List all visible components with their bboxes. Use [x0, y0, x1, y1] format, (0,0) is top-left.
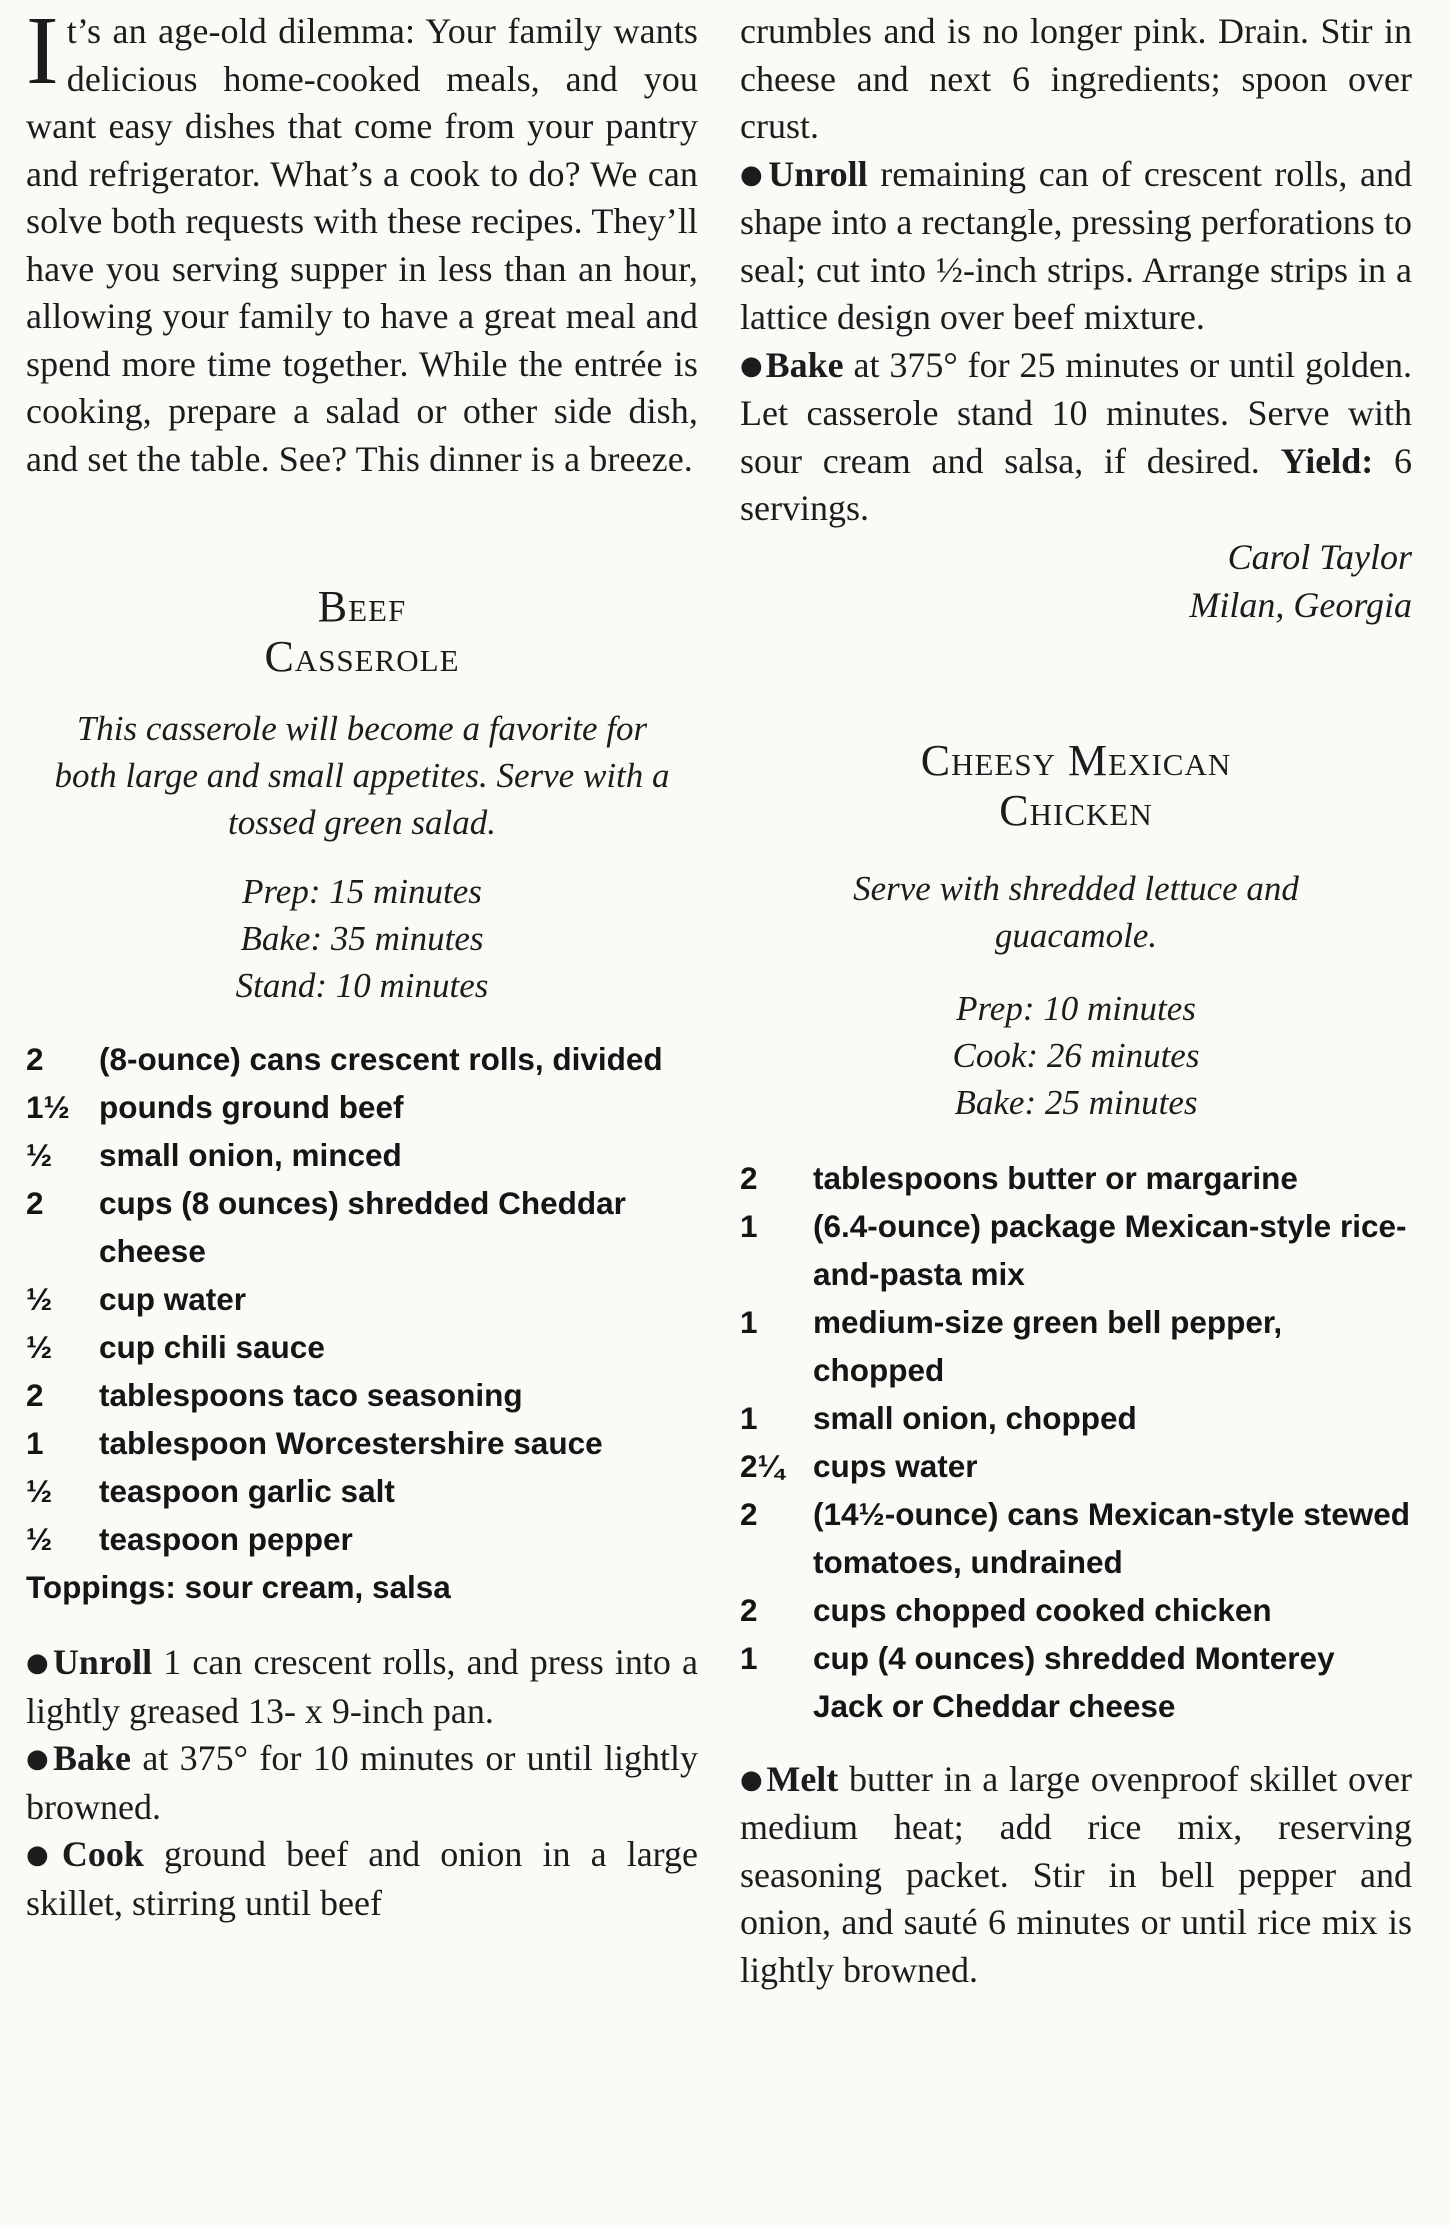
ingredient-quantity: 2 — [740, 1159, 758, 1196]
bullet-icon: ● — [26, 1648, 51, 1678]
ingredient-quantity: 2¼ — [740, 1447, 784, 1484]
ingredient-item — [26, 1179, 698, 1275]
cheesy-mexican-chicken-title: Cheesy Mexican Chicken — [920, 735, 1232, 835]
intro-text: t’s an age-old dilemma: Your family wants delicious home-cooked meals, and you want easy dishes that come from your pantry and refrigerator. What’s a cook to do? We can solve both requests with these recipes. They’ll have you serving supper in less than an hour, allowing your family to have a great meal and spend more time together. While the entrée is cooking, prepare a salad or other side dish, and set the table. See? This dinner is a breeze. — [26, 11, 698, 479]
step-verb: Bake — [53, 1738, 132, 1778]
ingredient-text: small onion, chopped — [813, 1399, 1137, 1436]
ingredient-text: small onion, minced — [99, 1137, 402, 1173]
ingredient-item — [26, 1323, 698, 1371]
chicken-prep-time: Prep: 10 minutes — [956, 988, 1196, 1028]
ingredient-text: tablespoons taco seasoning — [99, 1377, 523, 1413]
ingredient-item — [26, 1371, 698, 1419]
instruction-step — [26, 1639, 698, 1735]
ingredient-quantity: 2 — [26, 1377, 44, 1413]
ingredient-item — [26, 1467, 698, 1515]
right-column — [740, 0, 1412, 1994]
ingredient-text: teaspoon garlic salt — [99, 1473, 395, 1509]
ingredient-quantity: ½ — [26, 1137, 53, 1173]
ingredient-text: cup (4 ounces) shredded Monterey Jack or Cheddar cheese — [813, 1639, 1335, 1724]
ingredient-text: (14½-ounce) cans Mexican-style stewed tomatoes, undrained — [813, 1495, 1410, 1580]
beef-description: This casserole will become a favorite for both large and small appetites. Serve with a tossed green salad. — [54, 709, 670, 842]
beef-ingredient-list — [26, 1035, 698, 1563]
bullet-icon: ● — [26, 1840, 60, 1870]
step-verb: Bake — [765, 344, 844, 385]
ingredient-item — [740, 1634, 1412, 1730]
ingredient-text: tablespoons butter or margarine — [813, 1159, 1298, 1196]
ingredient-text: cups water — [813, 1447, 978, 1484]
ingredient-item — [26, 1131, 698, 1179]
ingredient-item — [740, 1154, 1412, 1202]
beef-steps — [26, 1639, 698, 1927]
ingredient-quantity: ½ — [26, 1521, 53, 1557]
ingredient-text: (6.4-ounce) package Mexican-style rice-and-pasta mix — [813, 1207, 1407, 1292]
ingredient-item — [26, 1083, 698, 1131]
step-text: remaining can of crescent rolls, and shape into a rectangle, pressing perforations to seal; cut into ½-inch strips. Arrange strips in a lattice design over beef mixture. — [740, 153, 1412, 337]
ingredient-quantity: 2 — [26, 1185, 44, 1221]
step-verb: Unroll — [52, 1642, 153, 1682]
step-text: at 375° for 25 minutes or until golden. Let casserole stand 10 minutes. Serve with sour cream and salsa, if desired. — [740, 344, 1412, 481]
left-column — [26, 0, 698, 1927]
ingredient-item — [740, 1394, 1412, 1442]
chicken-description: Serve with shredded lettuce and guacamole. — [853, 868, 1299, 955]
ingredient-item — [740, 1586, 1412, 1634]
yield-value: 6 servings. — [740, 440, 1413, 528]
ingredient-text: medium-size green bell pepper, chopped — [813, 1303, 1283, 1388]
beef-bake-time: Bake: 35 minutes — [240, 919, 484, 958]
ingredient-quantity: 1 — [740, 1303, 758, 1340]
ingredient-item — [740, 1442, 1412, 1490]
ingredient-quantity: 1½ — [26, 1089, 70, 1125]
ingredient-quantity: ½ — [26, 1473, 53, 1509]
instruction-step — [26, 1831, 698, 1927]
ingredient-quantity: ½ — [26, 1281, 53, 1317]
ingredient-text: (8-ounce) cans crescent rolls, divided — [99, 1041, 663, 1077]
beef-steps-continued — [740, 151, 1412, 533]
step-verb: Cook — [61, 1834, 144, 1874]
chicken-cook-time: Cook: 26 minutes — [952, 1035, 1200, 1075]
bullet-icon: ● — [740, 350, 764, 381]
ingredient-item — [26, 1275, 698, 1323]
ingredient-text: cups (8 ounces) shredded Cheddar cheese — [99, 1185, 626, 1269]
ingredient-text: cup water — [99, 1281, 247, 1317]
author-place: Milan, Georgia — [1189, 584, 1412, 625]
ingredient-quantity: 2 — [740, 1495, 758, 1532]
step-text: ground beef and onion in a large skillet, stirring until beef — [26, 1834, 698, 1923]
beef-toppings: Toppings: sour cream, salsa — [26, 1569, 451, 1605]
step-text: at 375° for 10 minutes or until lightly browned. — [26, 1738, 698, 1827]
step-verb: Unroll — [768, 153, 868, 194]
bullet-icon: ● — [740, 159, 767, 190]
bullet-icon: ● — [26, 1744, 52, 1774]
beef-stand-time: Stand: 10 minutes — [235, 966, 489, 1005]
beef-prep-time: Prep: 15 minutes — [242, 872, 482, 911]
ingredient-quantity: 1 — [740, 1207, 758, 1244]
instruction-step — [740, 151, 1412, 342]
ingredient-item — [26, 1419, 698, 1467]
ingredient-text: pounds ground beef — [99, 1089, 404, 1125]
ingredient-text: cup chili sauce — [99, 1329, 325, 1365]
intro-dropcap: I — [26, 0, 59, 105]
bullet-icon: ● — [740, 1764, 765, 1795]
ingredient-text: cups chopped cooked chicken — [813, 1591, 1272, 1628]
ingredient-item — [740, 1490, 1412, 1586]
step-text: 1 can crescent rolls, and press into a lightly greased 13- x 9-inch pan. — [26, 1642, 698, 1731]
chicken-bake-time: Bake: 25 minutes — [954, 1082, 1198, 1122]
chicken-step-melt: ●Melt butter in a large ovenproof skillet over medium heat; add rice mix, reserving seasoning packet. Stir in bell pepper and onion, and sauté 6 minutes or until rice mix is lightly browned. — [740, 1758, 1413, 1990]
instruction-step — [26, 1735, 698, 1831]
author-name: Carol Taylor — [1227, 536, 1412, 577]
ingredient-item — [26, 1515, 698, 1563]
ingredient-quantity: 1 — [740, 1639, 758, 1676]
ingredient-item — [26, 1035, 698, 1083]
ingredient-quantity: ½ — [26, 1329, 53, 1365]
ingredient-item — [740, 1202, 1412, 1298]
ingredient-item — [740, 1298, 1412, 1394]
beef-step-continued: crumbles and is no longer pink. Drain. Stir in cheese and next 6 ingredients; spoon over crust. — [740, 11, 1412, 146]
ingredient-quantity: 1 — [26, 1425, 44, 1461]
instruction-step — [740, 342, 1412, 533]
ingredient-text: teaspoon pepper — [99, 1521, 353, 1557]
ingredient-quantity: 2 — [740, 1591, 758, 1628]
ingredient-text: tablespoon Worcestershire sauce — [99, 1425, 603, 1461]
ingredient-quantity: 1 — [740, 1399, 758, 1436]
chicken-ingredient-list — [740, 1154, 1412, 1730]
intro-paragraph — [26, 0, 698, 483]
beef-casserole-title: Beef Casserole — [264, 582, 460, 681]
yield-label: Yield: — [1280, 440, 1374, 481]
ingredient-quantity: 2 — [26, 1041, 44, 1077]
